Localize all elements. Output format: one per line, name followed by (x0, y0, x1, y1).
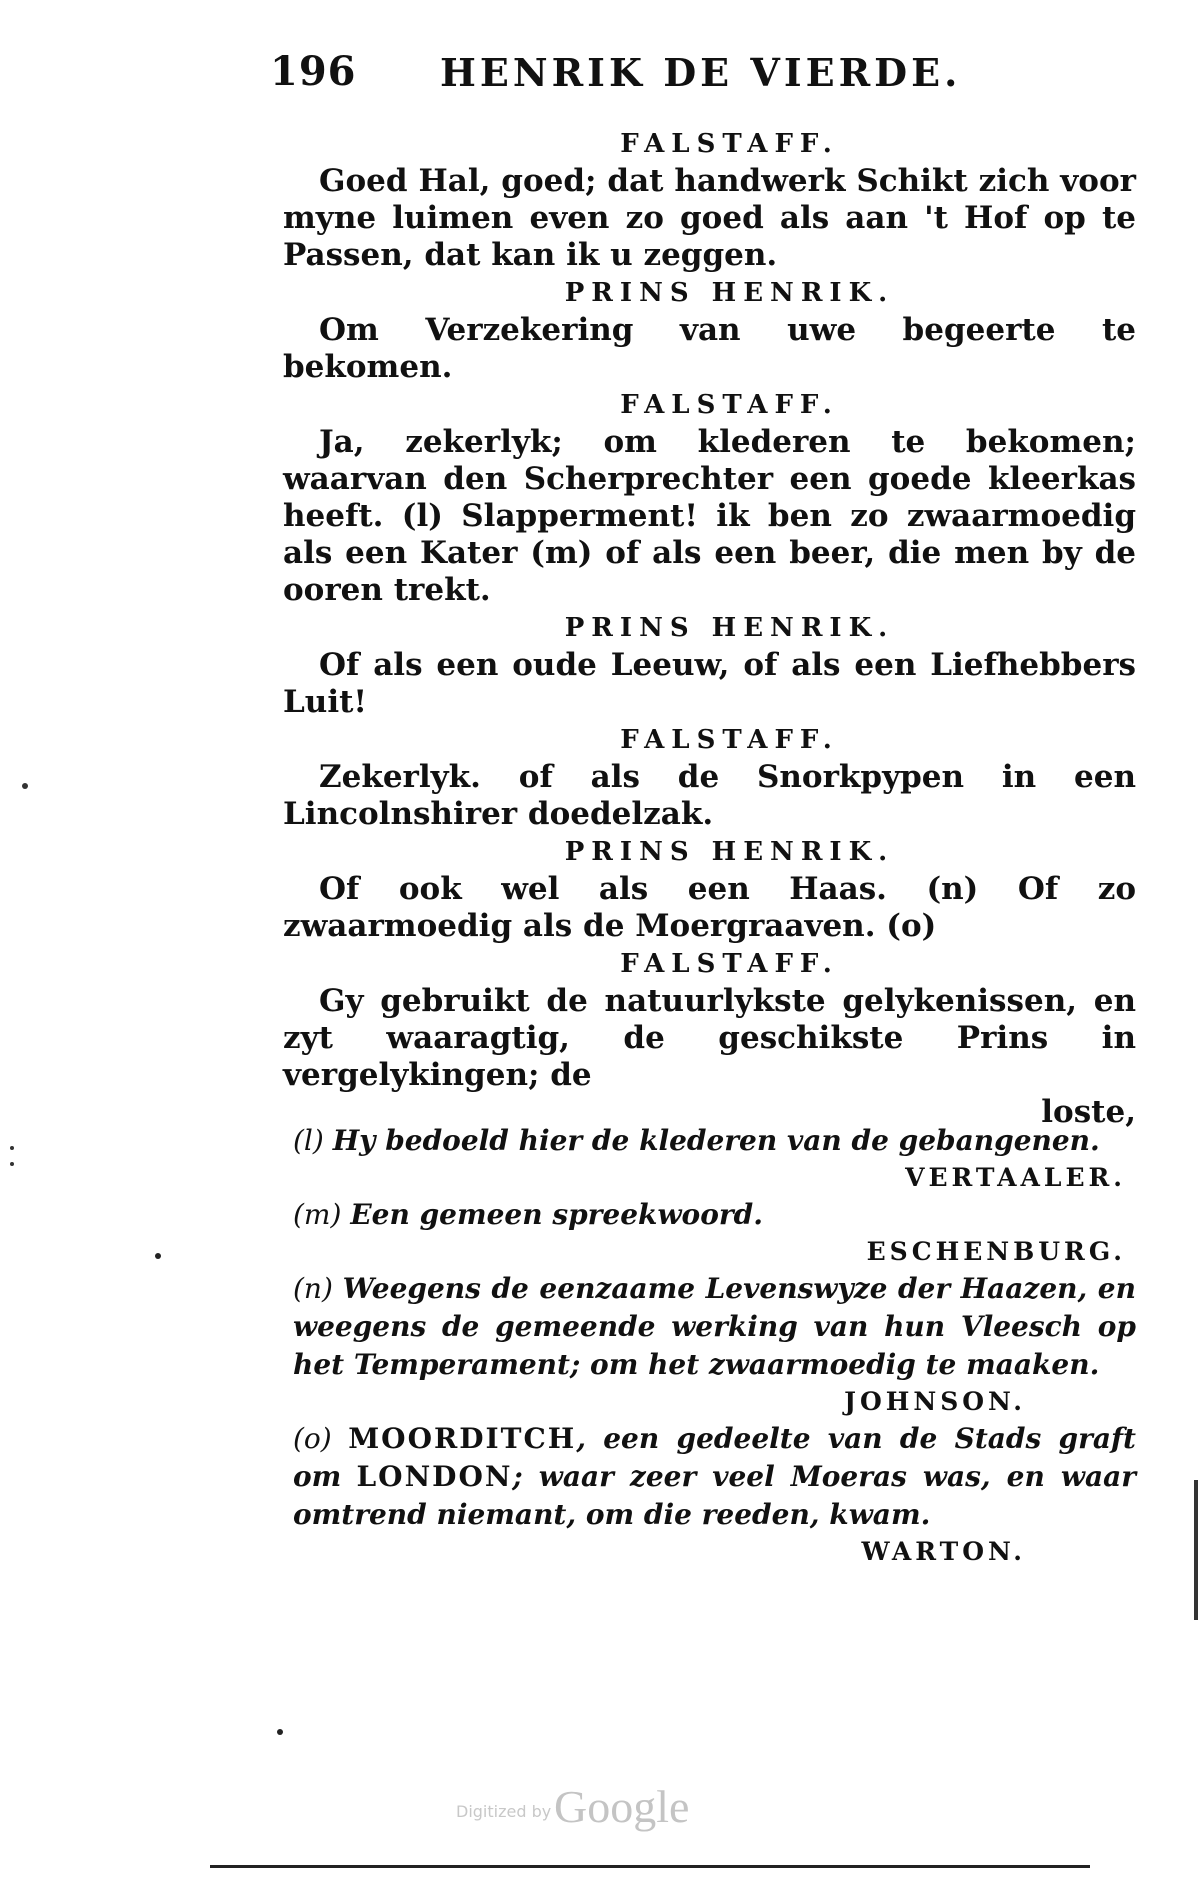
place-name: MOORDITCH (348, 1422, 577, 1455)
ink-speck (277, 1729, 283, 1735)
speech-text: Of als een oude Leeuw, of als een Liefhebbers Luit! (283, 647, 1136, 720)
page-number: 196 (270, 48, 357, 95)
speech-text: Gy gebruikt de natuurlykste gelykenissen, en zyt waaragtig, de geschikste Prins in vergelykingen; de (283, 983, 1136, 1093)
ink-speck (10, 1146, 14, 1150)
watermark-caption: Digitized by (456, 1802, 552, 1821)
ink-speck (10, 1162, 14, 1166)
speech-text: Ja, zekerlyk; om klederen te bekomen; waarvan den Scherprechter een goede kleerkas heeft. (l) Slapperment! ik ben zo zwaarmoedig als een Kater (m) of als een beer, die men by de ooren trekt. (283, 424, 1136, 608)
speech-text: Zekerlyk. of als de Snorkpypen in een Lincolnshirer doedelzak. (283, 759, 1136, 832)
footnote-marker: (n) (293, 1272, 333, 1305)
speech-text: Om Verzekering van uwe begeerte te bekomen. (283, 312, 1136, 385)
footnote-text: ; waar zeer veel Moeras was, en waar omtrend niemant, om die reeden, kwam. (293, 1460, 1136, 1531)
digitization-watermark (456, 1780, 756, 1830)
footnote-text: Hy bedoeld hier de klederen van de gebangenen. (332, 1124, 1100, 1157)
footnote-marker: (o) (293, 1422, 332, 1455)
speaker-name: PRINS HENRIK. (564, 278, 895, 308)
page-bottom-edge (210, 1865, 1090, 1868)
speaker-name: FALSTAFF. (620, 129, 839, 159)
footnote-marker: (l) (293, 1124, 324, 1157)
speaker-name: PRINS HENRIK. (564, 613, 895, 643)
ink-speck (22, 783, 28, 789)
speaker-name: FALSTAFF. (620, 390, 839, 420)
speaker-name: FALSTAFF. (620, 725, 839, 755)
footnote-text: Een gemeen spreekwoord. (350, 1198, 763, 1231)
footnote-author: ESCHENBURG. (866, 1237, 1126, 1266)
footnote-author: VERTAALER. (905, 1163, 1126, 1192)
footnote-author: JOHNSON. (844, 1387, 1026, 1416)
footnote-text: , een gedeelte van de Stads graft om (293, 1422, 1136, 1493)
footnote-text: Weegens de eenzaame Levenswyze der Haazen, en weegens de gemeende werking van hun Vleesch op het Temperament; om het zwaarmoedig te maaken. (293, 1272, 1136, 1381)
footnote-marker: (m) (293, 1198, 342, 1231)
speech-text: Goed Hal, goed; dat handwerk Schikt zich voor myne luimen even zo goed als aan 't Hof op te Passen, dat kan ik u zeggen. (283, 163, 1136, 273)
footnote-author: WARTON. (861, 1537, 1026, 1566)
speaker-name: PRINS HENRIK. (564, 837, 895, 867)
ink-speck (155, 1253, 161, 1259)
catchword: loste, (1041, 1094, 1136, 1130)
page-edge-shadow (1194, 1480, 1198, 1620)
google-logo: Google (554, 1781, 690, 1832)
speech-text: Of ook wel als een Haas. (n) Of zo zwaarmoedig als de Moergraaven. (o) (283, 871, 1136, 944)
place-name: LONDON (356, 1460, 513, 1493)
running-title: HENRIK DE VIERDE. (440, 50, 962, 95)
speaker-name: FALSTAFF. (620, 949, 839, 979)
